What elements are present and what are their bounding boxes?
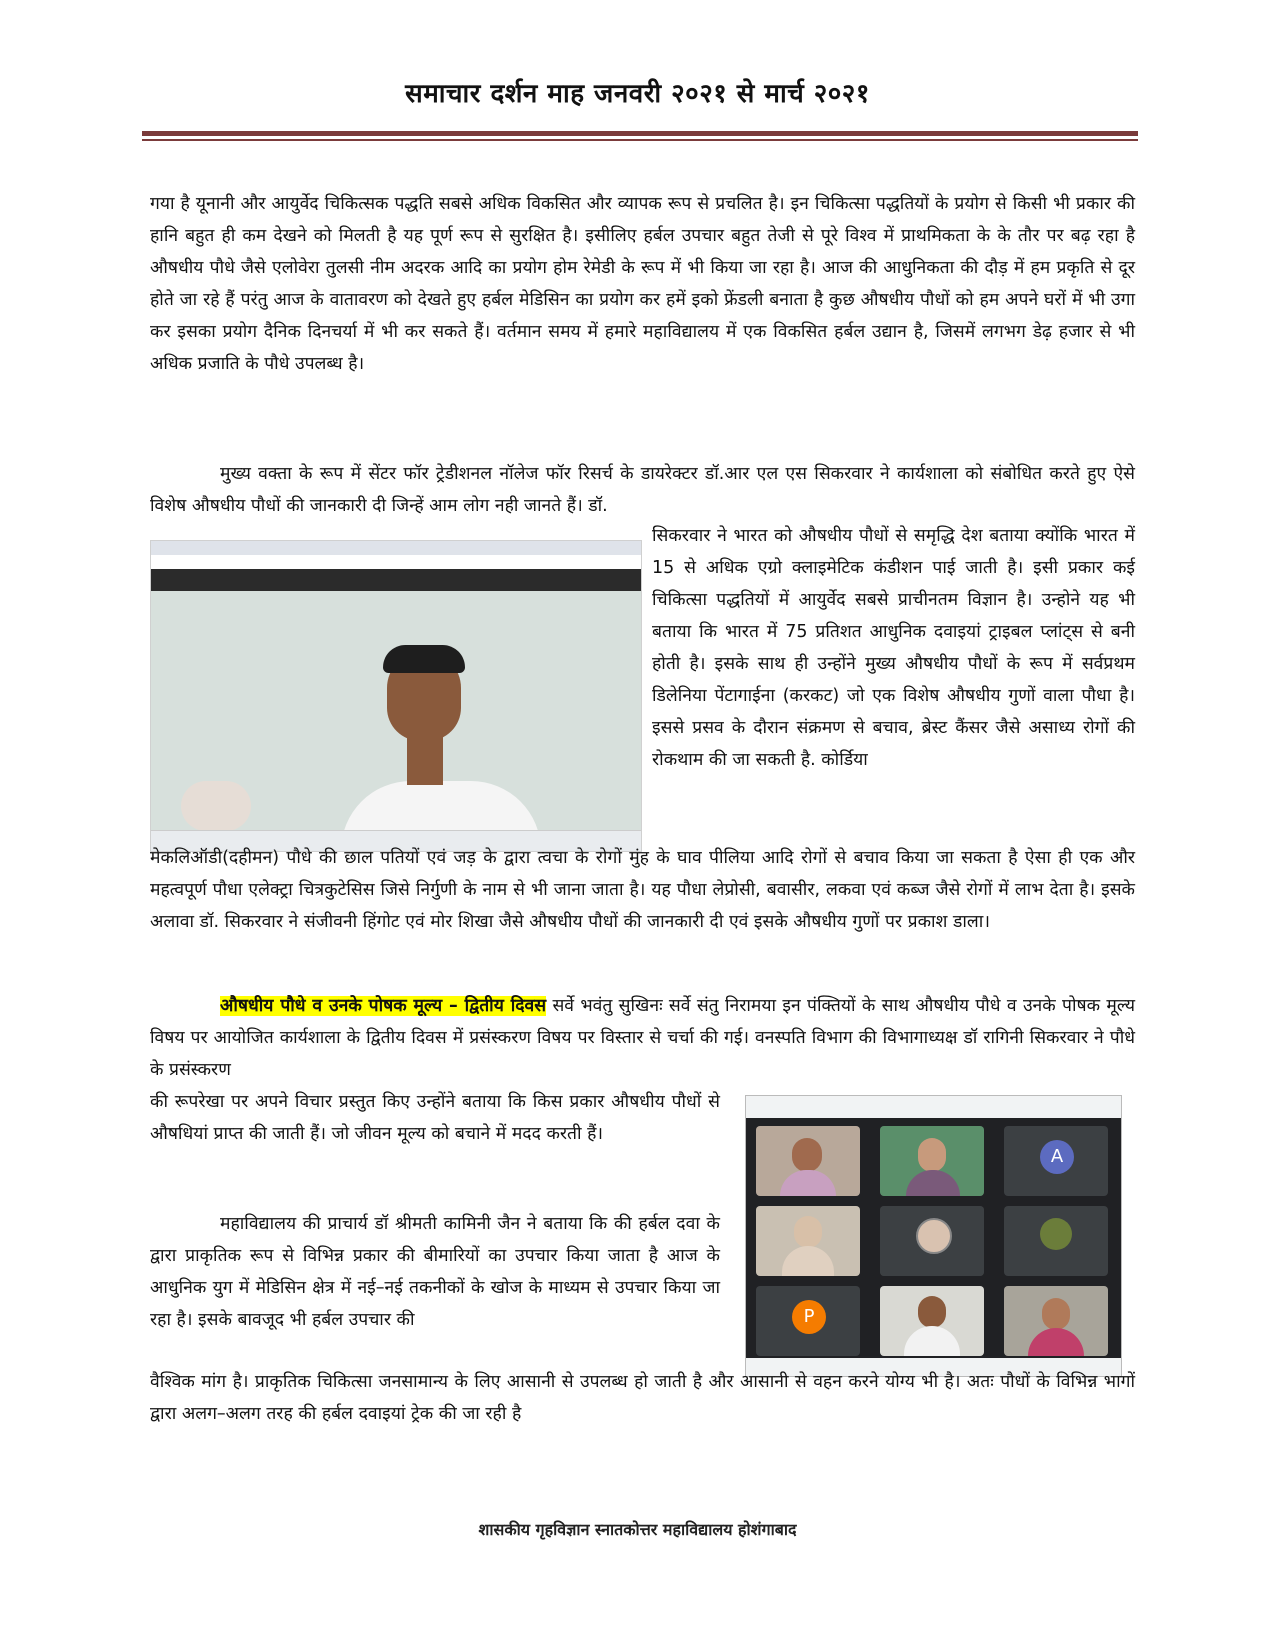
paragraph-2-rest: मेकलिऑडी(दहीमन) पौधे की छाल पतियों एवं जड़ के द्वारा त्वचा के रोगों मुंह के घाव पीलिया आदि रोगों से बचाव किया जा सकता है ऐसा ही एक और महत्वपूर्ण पौधा एलेक्ट्रा चित्रकुटेसिस जिसे निर्गुणी के नाम से भी जाना जाता है। यह पौधा लेप्रोसी, बवासीर, लकवा एवं कब्ज जैसे रोगों में लाभ देता है। इसके अलावा डॉ. सिकरवार ने संजीवनी हिंगोट एवं मोर शिखा जैसे औषधीय पौधों की जानकारी दी एवं इसके औषधीय गुणों पर प्रकाश डाला। — [150, 848, 1135, 932]
meeting-top-bar — [151, 569, 641, 591]
participant-tile-9 — [1004, 1286, 1108, 1356]
browser-bar — [746, 1096, 1121, 1118]
participant-tile-2 — [880, 1126, 984, 1196]
browser-tab-bar — [151, 541, 641, 555]
speaker-neck — [407, 733, 443, 785]
paragraph-2-intro: मुख्य वक्ता के रूप में सेंटर फॉर ट्रेडीशनल नॉलेज फॉर रिसर्च के डायरेक्टर डॉ.आर एल एस सिकरवार ने कार्यशाला को संबोधित करते हुए ऐसे विशेष औषधीय पौधों की जानकारी दी जिन्हें आम लोग नही जानते हैं। डॉ. — [150, 464, 1135, 516]
section-heading-day-2: औषधीय पौधे व उनके पोषक मूल्य – द्वितीय दिवस — [220, 996, 547, 1016]
participant-tile-5 — [880, 1206, 984, 1276]
paragraph-2-side: सिकरवार ने भारत को औषधीय पौधों से समृद्धि देश बताया क्योंकि भारत में 15 से अधिक एग्रो क्लाइमेटिक कंडीशन पाई जाती है। इसी प्रकार कई चिकित्सा पद्धतियों में आयुर्वेद सबसे प्राचीनतम विज्ञान है। उन्होने यह भी बताया कि भारत में 75 प्रतिशत आधुनिक दवाइयां ट्राइबल प्लांट्स से बनी होती है। इसके साथ ही उन्होंने मुख्य औषधीय पौधों के रूप में सर्वप्रथम डिलेनिया पेंटागाईना (करकट) जो एक विशेष औषधीय गुणों वाला पौधा है। इससे प्रसव के दौरान संक्रमण से बचाव, ब्रेस्ट कैंसर जैसे असाध्य रोगों की रोकथाम की जा सकती है. कोर्डिया — [652, 526, 1135, 770]
participant-tile-6 — [1004, 1206, 1108, 1276]
participant-tile-7 — [756, 1286, 860, 1356]
participant-tile-1 — [756, 1126, 860, 1196]
header-rule-thick — [142, 131, 1138, 136]
blurred-hand — [181, 781, 251, 831]
paragraph-4-rest: वैश्विक मांग है। प्राकृतिक चिकित्सा जनसामान्य के लिए आसानी से उपलब्ध हो जाती है और आसानी से वहन करने योग्य भी है। अतः पौधों के विभिन्न भागों द्वारा अलग–अलग तरह की हर्बल दवाइयां ट्रेक की जा रही है — [150, 1372, 1135, 1424]
paragraph-1: गया है यूनानी और आयुर्वेद चिकित्सक पद्धति सबसे अधिक विकसित और व्यापक रूप से प्रचलित है। इन चिकित्सा पद्धतियों के प्रयोग से किसी भी प्रकार की हानि बहुत ही कम देखने को मिलती है यह पूर्ण रूप से सुरक्षित है। इसीलिए हर्बल उपचार बहुत तेजी से पूरे विश्व में प्राथमिकता के के तौर पर बढ़ रहा है औषधीय पौधे जैसे एलोवेरा तुलसी नीम अदरक आदि का प्रयोग होम रेमेडी के रूप में भी किया जा रहा है। आज की आधुनिकता की दौड़ में हम प्रकृति से दूर होते जा रहे हैं परंतु आज के वातावरण को देखते हुए हर्बल मेडिसिन का प्रयोग कर हमें इको फ्रेंडली बनाता है कुछ औषधीय पौधों को हम अपने घरों में भी उगा कर इसका प्रयोग दैनिक दिनचर्या में भी कर सकते हैं। वर्तमान समय में हमारे महाविद्यालय में एक विकसित हर्बल उद्यान है, जिसमें लगभग डेढ़ हजार से भी अधिक प्रजाति के पौधे उपलब्ध है। — [150, 194, 1135, 374]
paragraph-3-intro: सर्वे भवंतु सुखिनः सर्वे संतु निरामया इन पंक्तियों के साथ औषधीय पौधे व उनके पोषक मूल्य विषय पर आयोजित कार्यशाला के द्वितीय दिवस में प्रसंस्करण विषय पर विस्तार से चर्चा की गई। वनस्पति विभाग की विभागाध्यक्ष डॉ रागिनी सिकरवार ने पौधे के प्रसंस्करण — [150, 996, 1135, 1080]
paragraph-3 — [150, 990, 1135, 1086]
participant-tile-3 — [1004, 1126, 1108, 1196]
participant-tile-4 — [756, 1206, 860, 1276]
paragraph-3-side: की रूपरेखा पर अपने विचार प्रस्तुत किए उन्होंने बताया कि किस प्रकार औषधीय पौधों से औषधियां प्राप्त की जाती हैं। जो जीवन मूल्य को बचाने में मदद करती हैं। — [150, 1092, 720, 1144]
participant-tile-8 — [880, 1286, 984, 1356]
speaker-hair — [383, 645, 465, 673]
avatar-p-icon: P — [792, 1300, 826, 1334]
video-call-screenshot-grid — [745, 1095, 1122, 1377]
browser-url-bar — [151, 555, 641, 570]
footer-college-name: शासकीय गृहविज्ञान स्नातकोत्तर महाविद्यालय होशंगाबाद — [478, 1520, 797, 1539]
page-title: समाचार दर्शन माह जनवरी २०२१ से मार्च २०२१ — [405, 79, 870, 109]
avatar-a-icon: A — [1040, 1140, 1074, 1174]
speaker-video-feed — [151, 591, 641, 831]
paragraph-4-side: महाविद्यालय की प्राचार्य डॉ श्रीमती कामिनी जैन ने बताया कि की हर्बल दवा के द्वारा प्राकृतिक रूप से विभिन्न प्रकार की बीमारियों का उपचार किया जाता है आज के आधुनिक युग में मेडिसिन क्षेत्र में नई–नई तकनीकों के खोज के माध्यम से उपचार किया जा रहा है। इसके बावजूद भी हर्बल उपचार की — [150, 1214, 720, 1330]
video-call-screenshot-speaker — [150, 540, 642, 852]
header-rule-thin — [142, 139, 1138, 141]
